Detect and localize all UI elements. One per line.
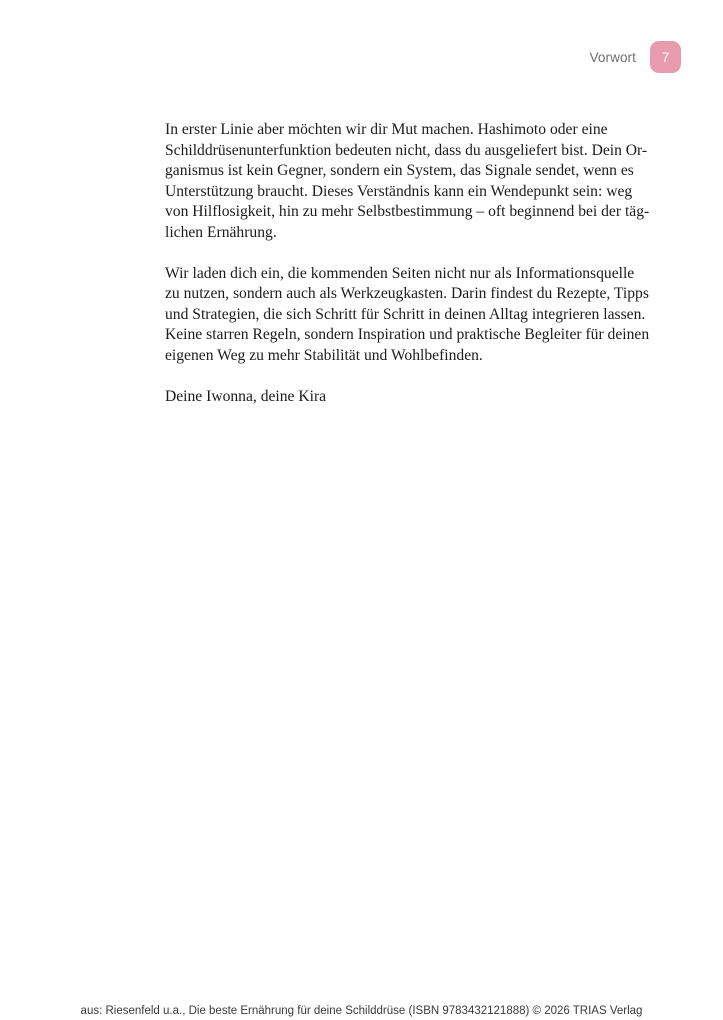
- text-line: und Strategien, die sich Schritt für Schritt in deinen Alltag integrieren lassen.: [165, 305, 646, 323]
- text-line: In erster Linie aber möchten wir dir Mut machen. Hashimoto oder eine: [165, 121, 608, 138]
- page-number: 7: [661, 49, 670, 65]
- section-title: Vorwort: [589, 49, 636, 65]
- paragraph-encouragement: [165, 120, 650, 243]
- text-line: ganismus ist kein Gegner, sondern ein System, das Signale sendet, wenn es: [165, 162, 634, 179]
- text-line: Wir laden dich ein, die kommenden Seiten nicht nur als Informationsquelle: [165, 264, 635, 282]
- signature-line: Deine Iwonna, deine Kira: [165, 387, 327, 405]
- text-line: Schilddrüsenunterfunktion bedeuten nicht, dass du ausgeliefert bist. Dein Or-: [165, 141, 648, 159]
- paragraph-invitation: [165, 264, 650, 367]
- body-text: [165, 120, 650, 428]
- text-line: Unterstützung braucht. Dieses Verständnis kann ein Wendepunkt sein: weg: [165, 182, 633, 200]
- text-line: Keine starren Regeln, sondern Inspiration und praktische Begleiter für deinen: [165, 326, 650, 343]
- running-head: [590, 41, 681, 73]
- paragraph-signature: [165, 387, 650, 408]
- text-line: von Hilflosigkeit, hin zu mehr Selbstbestimmung – oft beginnend bei der täg-: [165, 203, 650, 220]
- text-line: zu nutzen, sondern auch als Werkzeugkasten. Darin findest du Rezepte, Tipps: [165, 285, 649, 302]
- page-number-tab: [650, 41, 681, 73]
- text-line: eigenen Weg zu mehr Stabilität und Wohlbefinden.: [165, 346, 483, 364]
- text-line: lichen Ernährung.: [165, 223, 277, 241]
- footer-credit: aus: Riesenfeld u.a., Die beste Ernährung für deine Schilddrüse (ISBN 9783432121888) © 2026 TRIAS Verlag: [80, 1005, 643, 1017]
